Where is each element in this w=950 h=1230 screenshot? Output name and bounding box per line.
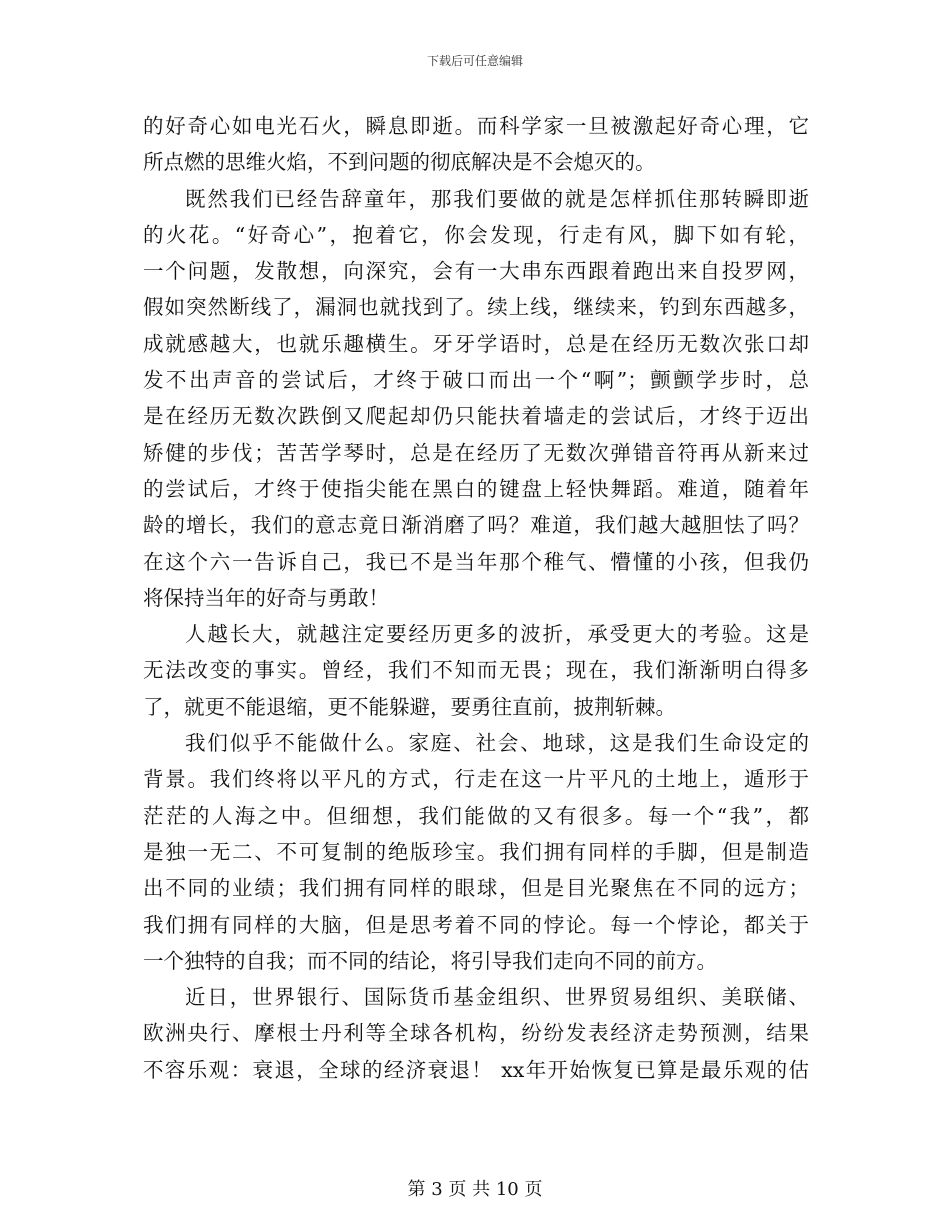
text-line: 发不出声音的尝试后，才终于破口而出一个“啊”；颤颤学步时，总: [143, 368, 809, 393]
text-line: 了，就更不能退缩，更不能躲避，要勇往直前，披荆斩棘。: [143, 694, 676, 719]
text-line: 的尝试后，才终于使指尖能在黑白的键盘上轻快舞蹈。难道，随着年: [143, 476, 809, 501]
text-line: 的火花。“好奇心”，抱着它，你会发现，行走有风，脚下如有轮，: [143, 222, 809, 247]
text-line: 是独一无二、不可复制的绝版珍宝。我们拥有同样的手脚，但是制造: [143, 839, 809, 864]
text-line: 无法改变的事实。曾经，我们不知而无畏；现在，我们渐渐明白得多: [143, 658, 809, 683]
text-line: 欧洲央行、摩根士丹利等全球各机构，纷纷发表经济走势预测，结果: [143, 1021, 809, 1046]
text-line: 茫茫的人海之中。但细想，我们能做的又有很多。每一个“我”，都: [143, 803, 809, 828]
text-line: 人越长大，就越注定要经历更多的波折，承受更大的考验。这是: [185, 622, 809, 647]
text-line: 背景。我们终将以平凡的方式，行走在这一片平凡的土地上，遁形于: [143, 767, 809, 792]
text-line: 所点燃的思维火焰，不到问题的彻底解决是不会熄灭的。: [143, 150, 656, 175]
text-line: 龄的增长，我们的意志竟日渐消磨了吗？难道，我们越大越胆怯了吗？: [143, 513, 809, 538]
text-line: 矫健的步伐；苦苦学琴时，总是在经历了无数次弹错音符再从新来过: [143, 440, 809, 465]
text-line: 既然我们已经告辞童年，那我们要做的就是怎样抓住那转瞬即逝: [185, 186, 809, 211]
paragraph: [143, 725, 809, 979]
paragraph: [143, 108, 809, 181]
text-line: 近日，世界银行、国际货币基金组织、世界贸易组织、美联储、: [185, 985, 809, 1010]
text-line: 是在经历无数次跌倒又爬起却仍只能扶着墙走的尝试后，才终于迈出: [143, 404, 809, 429]
text-line: 在这个六一告诉自己，我已不是当年那个稚气、懵懂的小孩，但我仍: [143, 549, 809, 574]
text-line: 将保持当年的好奇与勇敢！: [143, 585, 389, 610]
document-body: [143, 108, 809, 1088]
text-line: 成就感越大，也就乐趣横生。牙牙学语时，总是在经历无数次张口却: [143, 331, 809, 356]
text-line: 不容乐观：衰退，全球的经济衰退！ xx年开始恢复已算是最乐观的估: [143, 1057, 809, 1082]
text-line: 一个独特的自我；而不同的结论，将引导我们走向不同的前方。: [143, 948, 717, 973]
text-line: 假如突然断线了，漏洞也就找到了。续上线，继续来，钓到东西越多，: [143, 295, 809, 320]
text-line: 我们拥有同样的大脑，但是思考着不同的悖论。每一个悖论，都关于: [143, 912, 809, 937]
page-number-footer: 第 3 页 共 10 页: [407, 1179, 543, 1200]
paragraph: [143, 181, 809, 617]
paragraph: [143, 616, 809, 725]
text-line: 的好奇心如电光石火，瞬息即逝。而科学家一旦被激起好奇心理，它: [143, 114, 809, 138]
paragraph: [143, 979, 809, 1088]
text-line: 出不同的业绩；我们拥有同样的眼球，但是目光聚焦在不同的远方；: [143, 876, 809, 901]
page-header: 下载后可任意编辑: [426, 54, 523, 68]
text-line: 一个问题，发散想，向深究，会有一大串东西跟着跑出来自投罗网，: [143, 259, 809, 284]
text-line: 我们似乎不能做什么。家庭、社会、地球，这是我们生命设定的: [185, 731, 809, 756]
